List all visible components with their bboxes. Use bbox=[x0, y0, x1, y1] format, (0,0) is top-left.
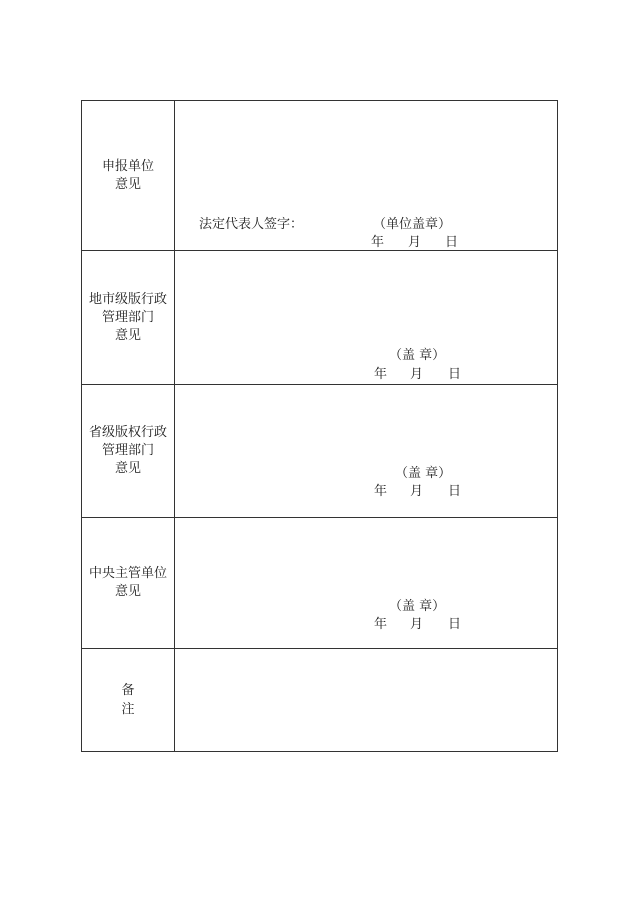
label-line: 地市级版行政 bbox=[88, 291, 167, 307]
label-line: 管理部门 bbox=[101, 443, 154, 458]
row-applicant-opinion bbox=[82, 101, 557, 251]
row-label bbox=[121, 681, 134, 719]
seal-label: （盖 章） bbox=[389, 599, 446, 614]
label-line: 申报单位 bbox=[101, 158, 154, 174]
label-line: 中央主管单位 bbox=[88, 566, 167, 581]
row-label-cell bbox=[82, 251, 175, 384]
label-line: 备 bbox=[121, 683, 135, 698]
row-provincial-opinion bbox=[82, 385, 557, 518]
date-year: 年 bbox=[374, 617, 388, 632]
opinion-field-applicant[interactable] bbox=[175, 101, 557, 250]
row-label-cell bbox=[82, 518, 175, 648]
signature-label: 法定代表人签字： bbox=[199, 217, 304, 232]
date-month: 月 bbox=[410, 367, 424, 382]
row-central-opinion bbox=[82, 518, 557, 649]
date-day: 日 bbox=[448, 484, 462, 499]
remarks-field[interactable] bbox=[175, 649, 557, 751]
row-label-cell bbox=[82, 649, 175, 751]
label-line: 管理部门 bbox=[101, 309, 154, 325]
date-day: 日 bbox=[448, 367, 462, 382]
row-label bbox=[102, 158, 154, 194]
date-year: 年 bbox=[371, 235, 385, 250]
row-label bbox=[89, 424, 167, 478]
date-year: 年 bbox=[374, 484, 388, 499]
row-label-cell bbox=[82, 101, 175, 250]
label-line: 意见 bbox=[114, 176, 141, 192]
date-day: 日 bbox=[448, 617, 462, 632]
date-day: 日 bbox=[445, 235, 459, 250]
date-month: 月 bbox=[408, 235, 422, 250]
label-line: 注 bbox=[121, 702, 135, 717]
row-label bbox=[89, 291, 167, 345]
opinion-field-municipal[interactable] bbox=[175, 251, 557, 384]
label-line: 意见 bbox=[114, 327, 141, 343]
opinion-field-provincial[interactable] bbox=[175, 385, 557, 517]
row-label bbox=[89, 565, 167, 601]
date-month: 月 bbox=[410, 484, 424, 499]
row-remarks bbox=[82, 649, 557, 751]
label-line: 意见 bbox=[114, 584, 141, 599]
row-municipal-opinion bbox=[82, 251, 557, 385]
seal-label: （盖 章） bbox=[389, 348, 446, 363]
date-month: 月 bbox=[410, 617, 424, 632]
opinion-field-central[interactable] bbox=[175, 518, 557, 648]
label-line: 省级版权行政 bbox=[88, 425, 167, 440]
label-line: 意见 bbox=[114, 461, 141, 476]
opinion-form-table bbox=[81, 100, 558, 752]
seal-label: （盖 章） bbox=[395, 466, 452, 481]
row-label-cell bbox=[82, 385, 175, 517]
seal-label: （单位盖章） bbox=[373, 217, 452, 232]
date-year: 年 bbox=[374, 367, 388, 382]
